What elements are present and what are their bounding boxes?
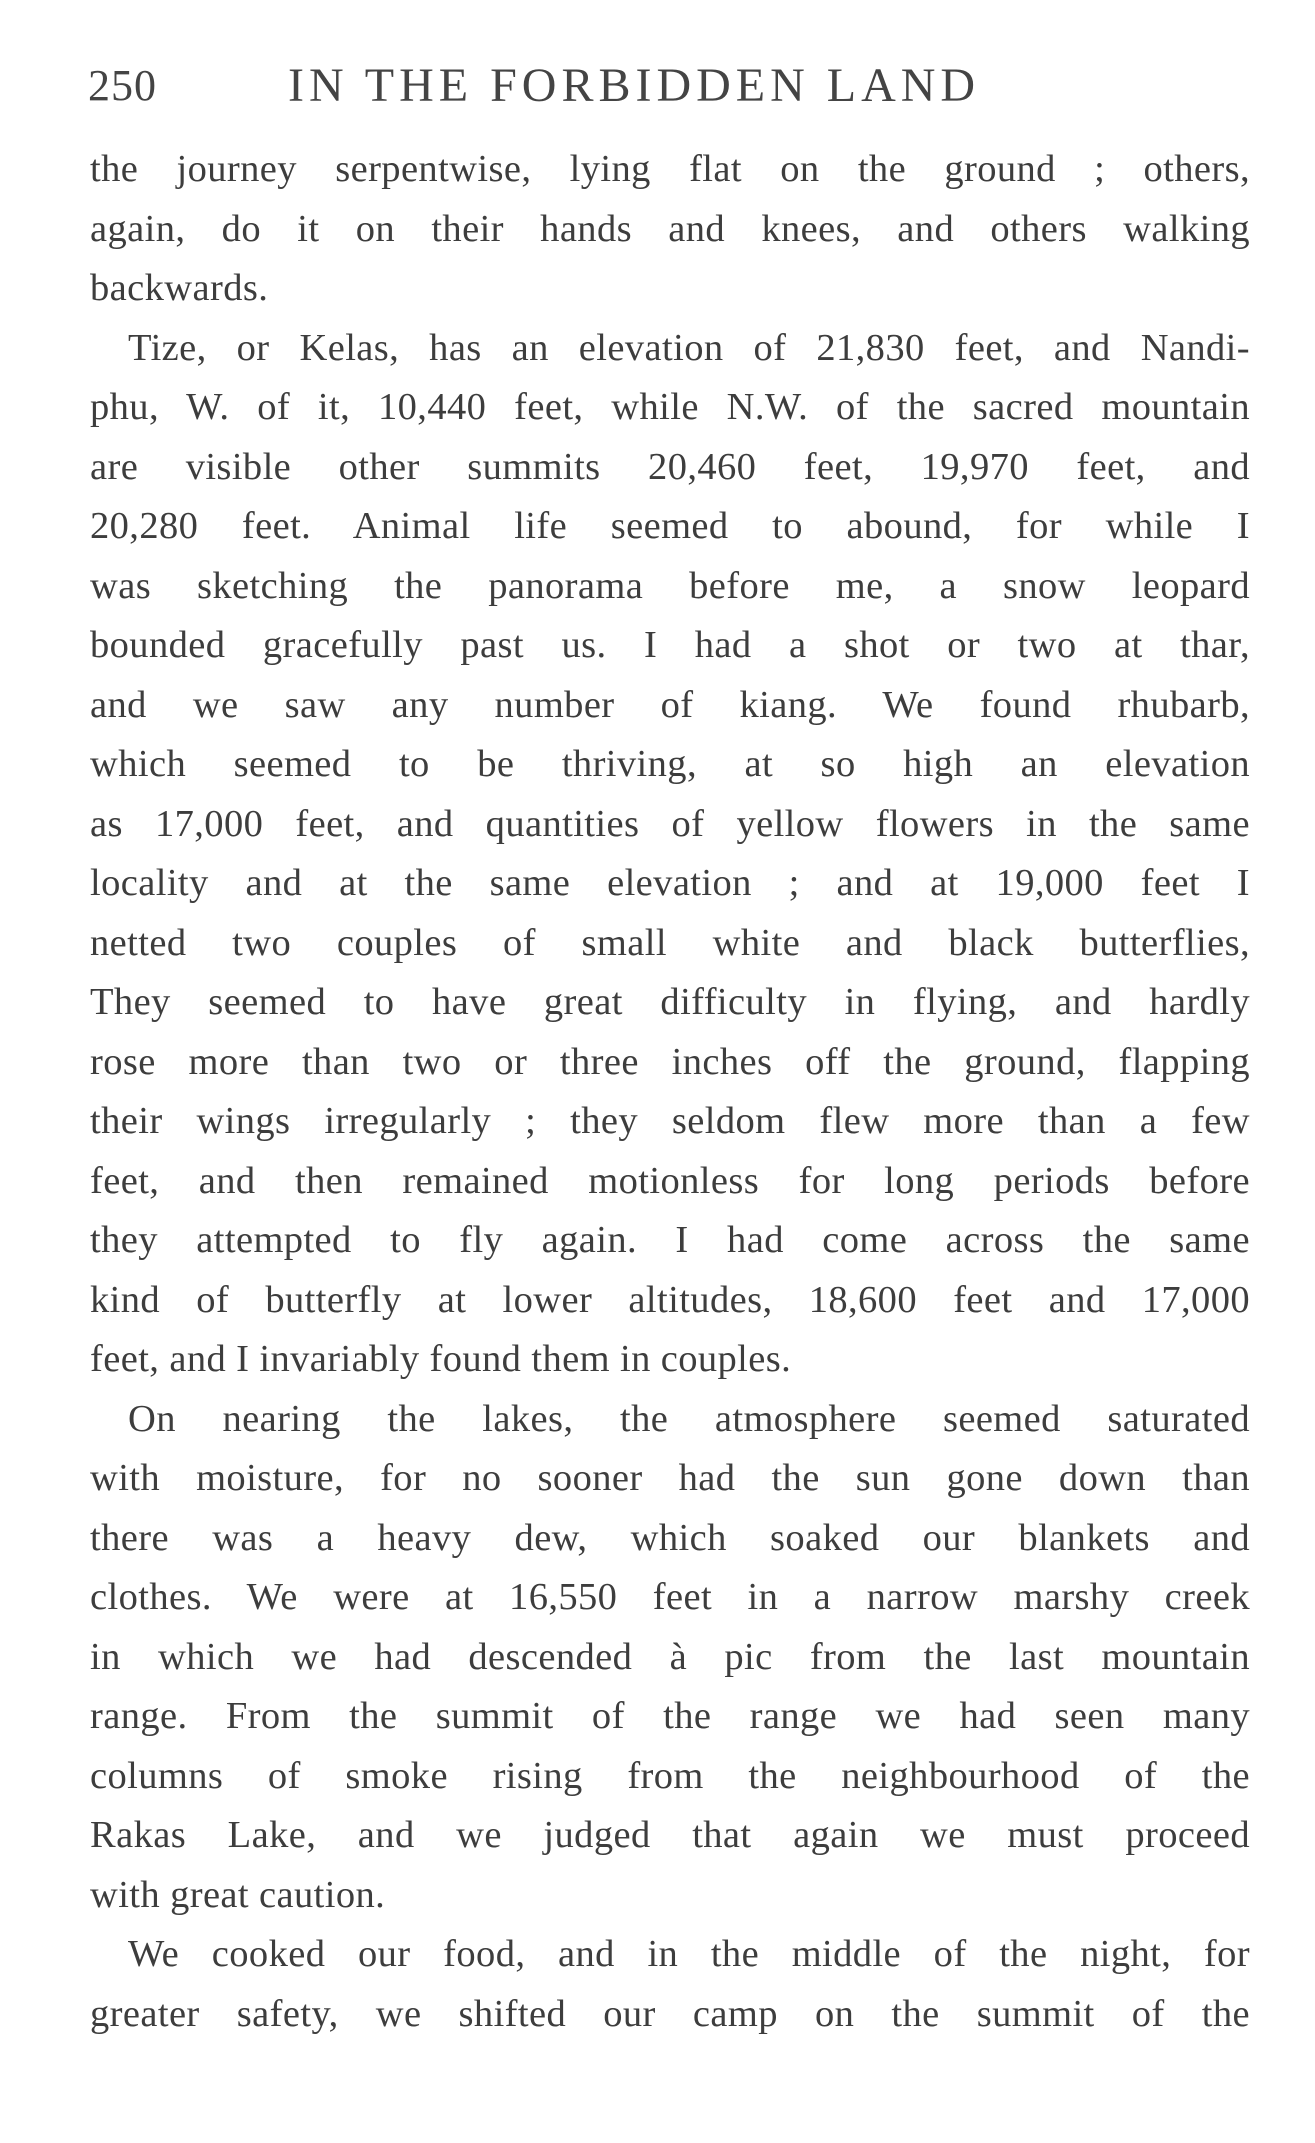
text-line: and we saw any number of kiang. We found rhubarb, bbox=[90, 683, 1250, 726]
text-line: They seemed to have great difficulty in flying, and hardly bbox=[90, 981, 1250, 1023]
text-line: again, do it on their hands and knees, and others walking bbox=[90, 207, 1250, 250]
text-line: netted two couples of small white and black butterflies, bbox=[90, 921, 1250, 964]
text-line: greater safety, we shifted our camp on the summit of the bbox=[90, 1992, 1250, 2035]
text-line: the journey serpentwise, lying flat on the ground ; others, bbox=[90, 148, 1250, 190]
text-line: 20,280 feet. Animal life seemed to abound, for while I bbox=[90, 505, 1250, 547]
text-line: with moisture, for no sooner had the sun gone down than bbox=[90, 1457, 1250, 1499]
text-line: bounded gracefully past us. I had a shot or two at thar, bbox=[90, 624, 1250, 666]
body-text bbox=[90, 140, 1250, 2044]
text-line: locality and at the same elevation ; and at 19,000 feet I bbox=[90, 862, 1250, 904]
text-line: Tize, or Kelas, has an elevation of 21,830 feet, and Nandi- bbox=[128, 326, 1250, 369]
text-line: columns of smoke rising from the neighbourhood of the bbox=[90, 1754, 1250, 1797]
text-line: kind of butterfly at lower altitudes, 18,600 feet and 17,000 bbox=[90, 1278, 1250, 1321]
text-line: We cooked our food, and in the middle of the night, for bbox=[128, 1933, 1250, 1975]
text-line: feet, and then remained motionless for long periods before bbox=[90, 1159, 1250, 1202]
page-number: 250 bbox=[88, 61, 157, 110]
text-line: was sketching the panorama before me, a snow leopard bbox=[90, 564, 1250, 607]
text-line: feet, and I invariably found them in couples. bbox=[90, 1338, 792, 1380]
text-line: which seemed to be thriving, at so high an elevation bbox=[90, 743, 1250, 785]
text-line: their wings irregularly ; they seldom flew more than a few bbox=[90, 1100, 1250, 1142]
text-line: backwards. bbox=[90, 267, 269, 309]
text-line: they attempted to fly again. I had come across the same bbox=[90, 1219, 1250, 1261]
running-title: IN THE FORBIDDEN LAND bbox=[288, 59, 981, 112]
text-line: in which we had descended à pic from the last mountain bbox=[90, 1635, 1250, 1678]
text-line: with great caution. bbox=[90, 1873, 386, 1916]
text-line: phu, W. of it, 10,440 feet, while N.W. of the sacred mountain bbox=[90, 386, 1250, 428]
page-header bbox=[88, 56, 1248, 126]
text-line: there was a heavy dew, which soaked our blankets and bbox=[90, 1516, 1250, 1559]
text-line: Rakas Lake, and we judged that again we must proceed bbox=[90, 1814, 1250, 1856]
text-line: are visible other summits 20,460 feet, 19,970 feet, and bbox=[90, 445, 1250, 488]
text-line: clothes. We were at 16,550 feet in a narrow marshy creek bbox=[90, 1576, 1250, 1618]
text-line: On nearing the lakes, the atmosphere seemed saturated bbox=[128, 1397, 1250, 1440]
text-line: as 17,000 feet, and quantities of yellow flowers in the same bbox=[90, 802, 1250, 845]
text-line: range. From the summit of the range we had seen many bbox=[90, 1695, 1250, 1737]
text-line: rose more than two or three inches off the ground, flapping bbox=[90, 1040, 1250, 1083]
